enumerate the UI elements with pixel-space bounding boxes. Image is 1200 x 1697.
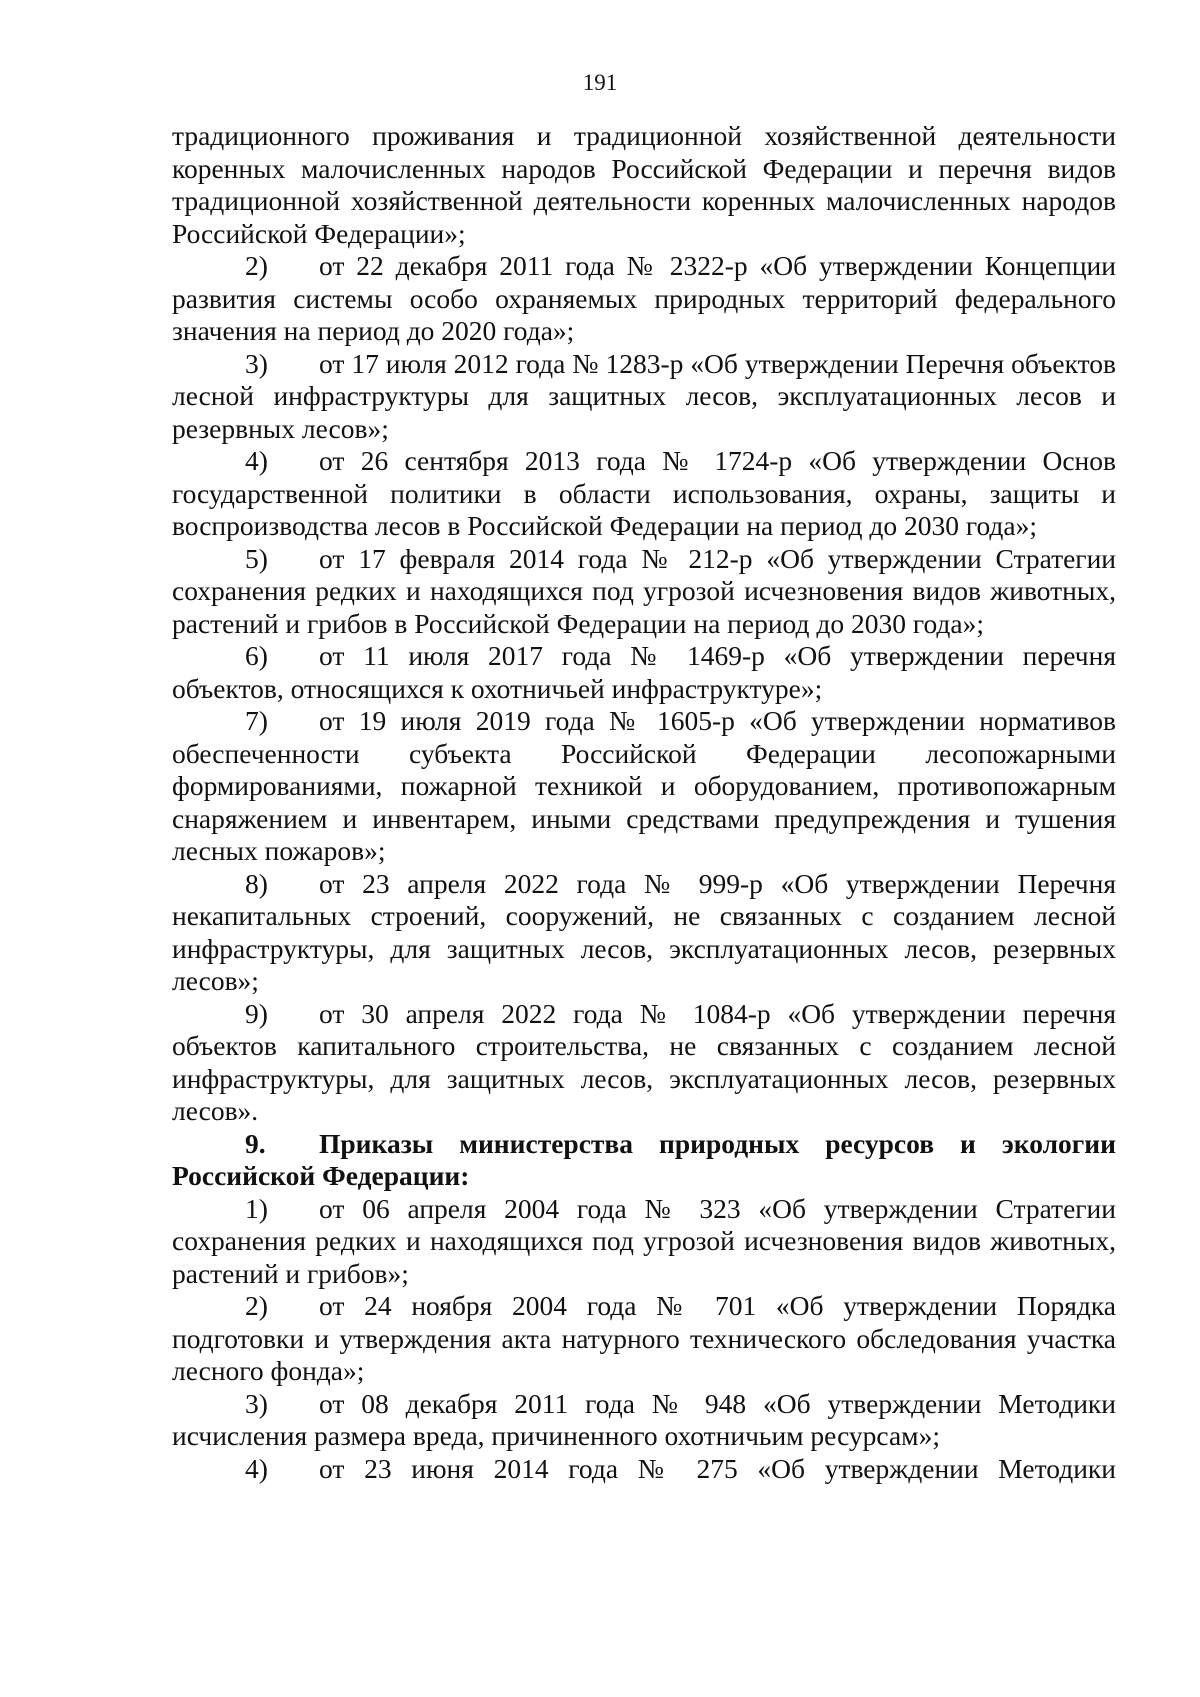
section-title: Приказы министерства природных ресурсов и экологии Российской Федерации: [172, 1127, 1116, 1191]
list-item-number: 8) [245, 867, 268, 899]
list-item [172, 868, 1116, 998]
document-body [172, 120, 1116, 1485]
list-item [172, 348, 1116, 446]
list-item-number: 3) [245, 347, 268, 379]
list-item-number: 1) [245, 1192, 268, 1224]
list-item-number: 6) [245, 640, 268, 671]
list-item-number: 9) [245, 997, 268, 1029]
list-item-text: от 26 сентября 2013 года № 1724-р «Об утверждении Основ государственной политики в области использования, охраны, защиты и воспроизводства лесов в Российской Федерации на период до 2030 года»; [172, 445, 1116, 541]
list-item [172, 998, 1116, 1128]
list-item-text: от 24 ноября 2004 года № 701 «Об утверждении Порядка подготовки и утверждения акта натурного технического обследования участка лесного фонда»; [172, 1290, 1116, 1386]
list-item-number: 7) [245, 705, 268, 736]
list-item [172, 1290, 1116, 1388]
list-item [172, 705, 1116, 868]
list-item-text: от 08 декабря 2011 года № 948 «Об утверждении Методики исчисления размера вреда, причиненного охотничьим ресурсам»; [172, 1387, 1116, 1451]
list-item-number: 4) [245, 1452, 268, 1484]
list-item-number: 4) [245, 445, 268, 476]
list-item [172, 1453, 1116, 1486]
list-item-text: от 30 апреля 2022 года № 1084-р «Об утверждении перечня объектов капитального строительства, не связанных с созданием лесной инфраструктуры, для защитных лесов, эксплуатационных лесов, резервных лесов». [172, 997, 1116, 1126]
list-item-text: от 17 февраля 2014 года № 212-р «Об утверждении Стратегии сохранения редких и находящихся под угрозой исчезновения видов животных, растений и грибов в Российской Федерации на период до 2030 года»; [172, 542, 1116, 639]
list-item-number: 5) [245, 542, 268, 574]
list-item [172, 250, 1116, 348]
list-item [172, 1193, 1116, 1291]
section-heading [172, 1128, 1116, 1193]
list-item [172, 1388, 1116, 1453]
list-item-text: от 22 декабря 2011 года № 2322-р «Об утверждении Концепции развития системы особо охраняемых природных территорий федерального значения на период до 2020 года»; [172, 250, 1116, 346]
list-item [172, 543, 1116, 641]
page-number: 191 [582, 70, 618, 95]
list-item-text: от 23 июня 2014 года № 275 «Об утверждении Методики [319, 1452, 1116, 1484]
list-item-text: от 11 июля 2017 года № 1469-р «Об утверждении перечня объектов, относящихся к охотничьей инфраструктуре»; [172, 640, 1116, 704]
list-item-number: 2) [245, 1290, 268, 1321]
paragraph-continuation: традиционного проживания и традиционной хозяйственной деятельности коренных малочисленных народов Российской Федерации и перечня видов традиционной хозяйственной деятельности коренных малочисленных народов Российской Федерации»; [172, 120, 1116, 249]
list-item-number: 3) [245, 1387, 268, 1419]
list-item-text: от 17 июля 2012 года № 1283-р «Об утверждении Перечня объектов лесной инфраструктуры для защитных лесов, эксплуатационных лесов и резервных лесов»; [172, 347, 1116, 444]
list-item-text: от 06 апреля 2004 года № 323 «Об утверждении Стратегии сохранения редких и находящихся под угрозой исчезновения видов животных, растений и грибов»; [172, 1192, 1116, 1289]
list-item [172, 640, 1116, 705]
list-item-text: от 23 апреля 2022 года № 999-р «Об утверждении Перечня некапитальных строений, сооружений, не связанных с созданием лесной инфраструктуры, для защитных лесов, эксплуатационных лесов, резервных лесов»; [172, 867, 1116, 996]
list-item-number: 2) [245, 250, 268, 281]
section-number: 9. [245, 1127, 266, 1159]
list-item-text: от 19 июля 2019 года № 1605-р «Об утверждении нормативов обеспеченности субъекта Российской Федерации лесопожарными формированиями, пожарной техникой и оборудованием, противопожарным снаряжением и инвентарем, иными средствами предупреждения и тушения лесных пожаров»; [172, 705, 1116, 866]
list-item [172, 445, 1116, 543]
